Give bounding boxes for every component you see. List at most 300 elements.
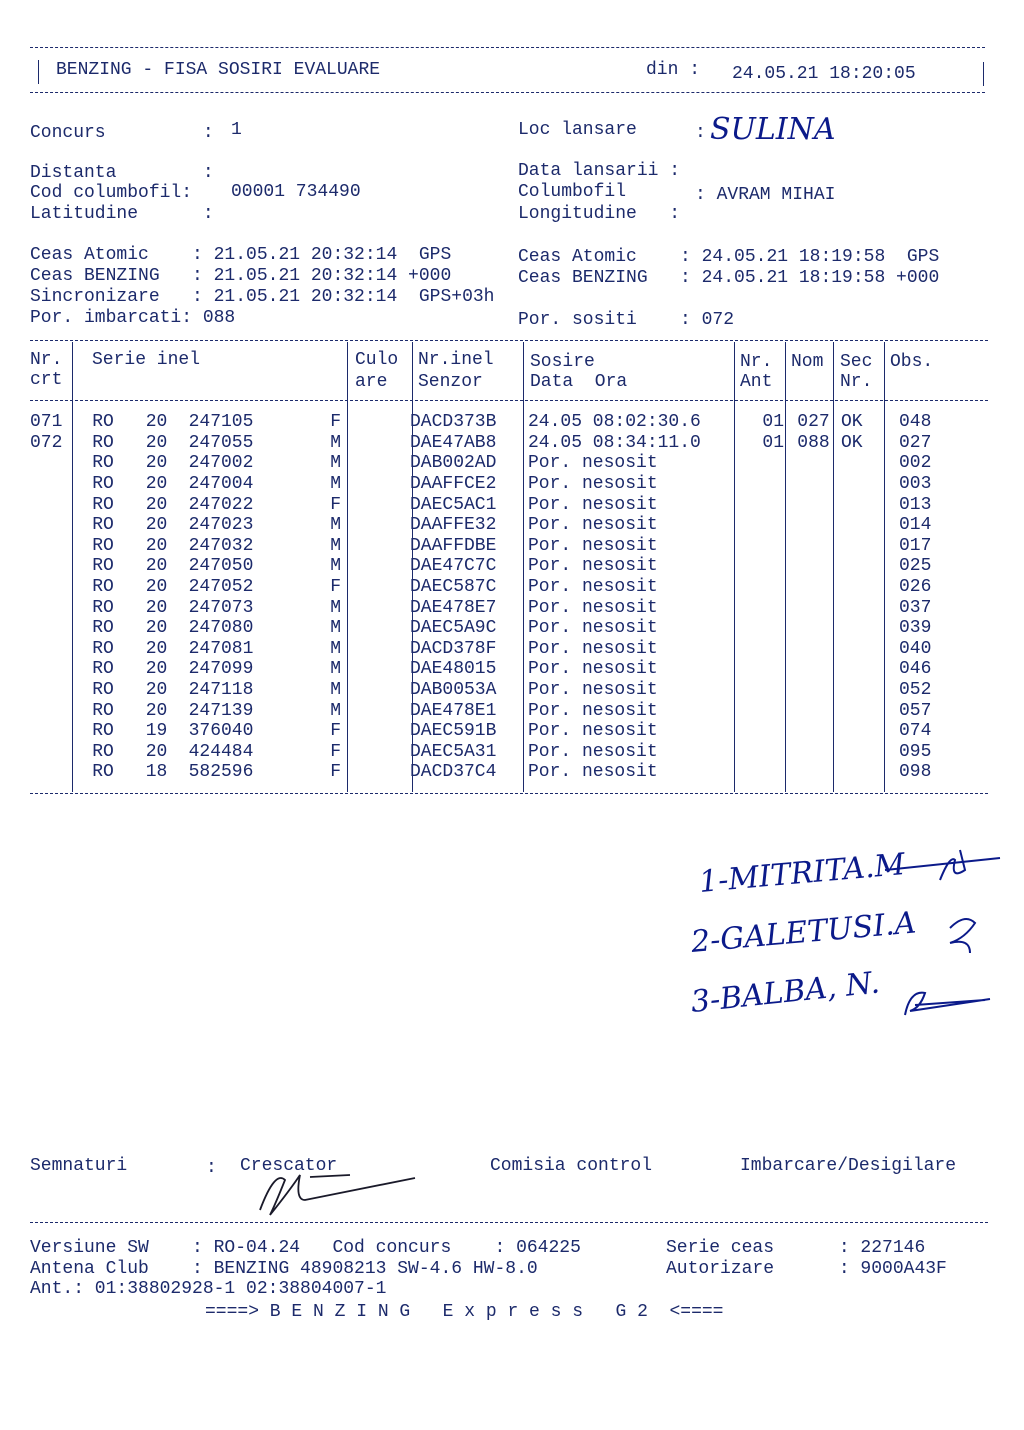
cell-senzor: DACD378F <box>410 638 497 659</box>
footer-rule <box>30 1222 988 1223</box>
cell-ro: RO <box>92 741 114 762</box>
cell-nom: 027 <box>797 412 830 433</box>
cell-sec <box>837 742 893 763</box>
cell-color <box>347 556 404 577</box>
footer-line-1-left: Versiune SW : RO-04.24 Cod concurs : 064225 <box>30 1238 581 1258</box>
cell-color <box>347 721 404 742</box>
cell-obs: 052 <box>899 680 932 701</box>
th-serie-inel: Serie inel <box>92 350 201 370</box>
cell-sosire: Por. nesosit <box>528 618 658 639</box>
crescator-signature <box>250 1165 430 1225</box>
cell-ring: 247105 <box>188 412 254 433</box>
cell-senzor: DACD37C4 <box>410 762 497 783</box>
cell-ant <box>733 721 790 742</box>
cell-ro: RO <box>92 721 114 742</box>
footer-line-3: Ant.: 01:38802928-1 02:38804007-1 <box>30 1279 387 1299</box>
cell-yy: 20 <box>145 577 168 598</box>
cell-color <box>347 659 404 680</box>
cell-yy: 20 <box>145 515 168 536</box>
cell-yy: 20 <box>145 474 168 495</box>
semnaturi-colon: : <box>206 1158 217 1178</box>
clock-right-2: Ceas BENZING : 24.05.21 18:19:58 +000 <box>518 268 940 288</box>
cell-nom <box>790 742 837 763</box>
cell-ro: RO <box>92 515 114 536</box>
cell-obs: 040 <box>899 638 932 659</box>
cell-obs: 017 <box>899 535 932 556</box>
cell-sex: F <box>330 721 341 742</box>
cell-ant <box>733 474 790 495</box>
cell-ro: RO <box>92 638 114 659</box>
cell-sosire: Por. nesosit <box>528 453 658 474</box>
cell-color <box>347 762 404 783</box>
cell-sosire: 24.05 08:34:11.0 <box>528 432 701 453</box>
th-sosire-2: Data Ora <box>530 372 628 392</box>
cell-ring: 376040 <box>188 721 254 742</box>
th-obs: Obs. <box>890 352 934 372</box>
table-row <box>30 453 979 474</box>
cell-ro: RO <box>92 680 114 701</box>
cell-ring: 247004 <box>188 474 254 495</box>
cell-color <box>347 494 404 515</box>
cell-senzor: DAEC5A9C <box>410 618 497 639</box>
cell-yy: 20 <box>145 638 168 659</box>
cell-senzor: DAE478E1 <box>410 700 497 721</box>
handwritten-line-3: 3-BALBA, N. <box>689 965 882 1020</box>
cell-nr <box>30 721 72 742</box>
th-inel-1: Nr.inel <box>418 350 494 370</box>
cell-obs: 095 <box>899 741 932 762</box>
cell-senzor: DAE47AB8 <box>410 432 497 453</box>
cell-sex: F <box>330 577 341 598</box>
cell-color <box>347 412 404 433</box>
cell-ant <box>733 700 790 721</box>
cell-sex: M <box>330 432 341 453</box>
cell-sosire: Por. nesosit <box>528 638 658 659</box>
table-row <box>30 556 979 577</box>
date-label: din : <box>646 60 701 80</box>
cell-yy: 20 <box>145 412 168 433</box>
cell-obs: 037 <box>899 597 932 618</box>
cell-nr <box>30 536 72 557</box>
cell-color <box>347 618 404 639</box>
cod-columbofil-value: 00001 734490 <box>231 182 361 202</box>
cell-ro: RO <box>92 535 114 556</box>
cell-senzor: DAEC587C <box>410 577 497 598</box>
cell-sec <box>837 721 893 742</box>
header-left-bar <box>38 60 39 84</box>
cell-ant <box>733 556 790 577</box>
cell-yy: 20 <box>145 432 168 453</box>
th-nr-1: Nr. <box>30 350 63 370</box>
cell-sec <box>837 680 893 701</box>
cell-ro: RO <box>92 762 114 783</box>
cell-sec: OK <box>841 432 863 453</box>
table-row <box>30 597 979 618</box>
cell-sec <box>837 453 893 474</box>
cell-nr <box>30 515 72 536</box>
cell-nr <box>30 762 72 783</box>
cell-nr <box>30 618 72 639</box>
th-inel-2: Senzor <box>418 372 483 392</box>
cell-sec <box>837 536 893 557</box>
cell-senzor: DAE47C7C <box>410 556 497 577</box>
semnaturi-label: Semnaturi <box>30 1156 128 1176</box>
cell-yy: 20 <box>145 680 168 701</box>
columbofil-value: : AVRAM MIHAI <box>695 185 836 205</box>
pigeons-arrived: Por. sositi : 072 <box>518 310 735 330</box>
cell-ro: RO <box>92 577 114 598</box>
cell-ant <box>733 536 790 557</box>
clock-right-1: Ceas Atomic : 24.05.21 18:19:58 GPS <box>518 247 940 267</box>
cell-yy: 20 <box>145 618 168 639</box>
document-title: BENZING - FISA SOSIRI EVALUARE <box>56 60 381 80</box>
table-top-rule <box>30 340 988 341</box>
cell-ant <box>733 742 790 763</box>
cell-color <box>347 453 404 474</box>
cell-sec <box>837 474 893 495</box>
table-row <box>30 536 979 557</box>
cell-ro: RO <box>92 494 114 515</box>
table-bottom-rule <box>30 793 988 794</box>
cell-ring: 247099 <box>188 659 254 680</box>
cell-color <box>347 433 404 454</box>
cell-ant <box>733 680 790 701</box>
cell-ro: RO <box>92 432 114 453</box>
cell-nom <box>790 762 837 783</box>
latitudine-label: Latitudine : <box>30 204 214 224</box>
cell-nom <box>790 536 837 557</box>
cell-sec <box>837 639 893 660</box>
cell-obs: 026 <box>899 577 932 598</box>
cell-obs: 046 <box>899 659 932 680</box>
cell-ring: 247050 <box>188 556 254 577</box>
cell-obs: 014 <box>899 515 932 536</box>
cell-nom <box>790 721 837 742</box>
distanta-label: Distanta : <box>30 163 214 183</box>
cell-nr <box>30 639 72 660</box>
cell-sex: F <box>330 741 341 762</box>
cell-ant <box>733 618 790 639</box>
initials-mark-2 <box>950 919 975 953</box>
cell-color <box>347 474 404 495</box>
cell-sex: M <box>330 535 341 556</box>
cell-ro: RO <box>92 597 114 618</box>
clock-left-1: Ceas Atomic : 21.05.21 20:32:14 GPS <box>30 245 452 265</box>
cell-sosire: Por. nesosit <box>528 700 658 721</box>
cell-ring: 247080 <box>188 618 254 639</box>
cell-ro: RO <box>92 556 114 577</box>
cell-sec: OK <box>841 412 863 433</box>
cell-yy: 20 <box>145 494 168 515</box>
cell-color <box>347 700 404 721</box>
cell-sosire: Por. nesosit <box>528 680 658 701</box>
cell-ring: 247032 <box>188 535 254 556</box>
cell-nr: 071 <box>30 412 63 433</box>
cell-nr <box>30 577 72 598</box>
cell-ring: 247139 <box>188 700 254 721</box>
th-sosire-1: Sosire <box>530 352 595 372</box>
cell-ant <box>733 659 790 680</box>
cell-ring: 424484 <box>188 741 254 762</box>
cell-yy: 20 <box>145 659 168 680</box>
cell-nom <box>790 494 837 515</box>
cell-yy: 20 <box>145 741 168 762</box>
cell-nom <box>790 618 837 639</box>
cell-ro: RO <box>92 412 114 433</box>
cell-ring: 247081 <box>188 638 254 659</box>
footer-line-1-right: Serie ceas : 227146 <box>666 1238 926 1258</box>
cell-obs: 074 <box>899 721 932 742</box>
concurs-label: Concurs : <box>30 123 214 143</box>
cell-obs: 098 <box>899 762 932 783</box>
cell-nom <box>790 597 837 618</box>
pigeons-embarked: Por. imbarcati: 088 <box>30 308 236 328</box>
table-row <box>30 618 979 639</box>
cell-sex: M <box>330 453 341 474</box>
cell-senzor: DAAFFE32 <box>410 515 497 536</box>
concurs-value: 1 <box>231 120 242 140</box>
cell-ring: 247073 <box>188 597 254 618</box>
th-culoare-1: Culo <box>355 350 399 370</box>
cell-ring: 247023 <box>188 515 254 536</box>
cell-obs: 003 <box>899 474 932 495</box>
crescator-label: Crescator <box>240 1156 338 1176</box>
cell-sosire: Por. nesosit <box>528 515 658 536</box>
cell-sosire: 24.05 08:02:30.6 <box>528 412 701 433</box>
cell-nr <box>30 700 72 721</box>
cell-senzor: DAB002AD <box>410 453 497 474</box>
cell-ro: RO <box>92 453 114 474</box>
cell-sec <box>837 700 893 721</box>
cell-sex: M <box>330 700 341 721</box>
cell-nr <box>30 474 72 495</box>
print-datetime: 24.05.21 18:20:05 <box>732 64 916 84</box>
cell-yy: 19 <box>145 721 168 742</box>
cell-ant <box>733 577 790 598</box>
cell-ring: 247052 <box>188 577 254 598</box>
table-row <box>30 433 979 454</box>
cell-sosire: Por. nesosit <box>528 494 658 515</box>
arrivals-table <box>30 412 979 783</box>
footer-line-2-left: Antena Club : BENZING 48908213 SW-4.6 HW-8.0 <box>30 1259 538 1279</box>
cell-senzor: DAEC5AC1 <box>410 494 497 515</box>
cell-ant <box>733 762 790 783</box>
loc-lansare-handwritten: SULINA <box>710 112 836 147</box>
cell-sex: M <box>330 618 341 639</box>
cell-nom: 088 <box>797 432 830 453</box>
table-row <box>30 412 979 433</box>
cell-yy: 18 <box>145 762 168 783</box>
clock-left-3: Sincronizare : 21.05.21 20:32:14 GPS+03h <box>30 287 495 307</box>
cell-ring: 247022 <box>188 494 254 515</box>
cell-ant <box>733 515 790 536</box>
cell-ant: 01 <box>762 432 784 453</box>
cell-senzor: DAEC5A31 <box>410 741 497 762</box>
cell-sec <box>837 597 893 618</box>
cell-sosire: Por. nesosit <box>528 659 658 680</box>
cell-nr <box>30 453 72 474</box>
cell-sec <box>837 494 893 515</box>
th-nom: Nom <box>791 352 824 372</box>
table-row <box>30 659 979 680</box>
cell-senzor: DAAFFCE2 <box>410 474 497 495</box>
cell-sosire: Por. nesosit <box>528 577 658 598</box>
cell-color <box>347 536 404 557</box>
cell-yy: 20 <box>145 535 168 556</box>
cell-senzor: DAE478E7 <box>410 597 497 618</box>
cell-senzor: DAEC591B <box>410 721 497 742</box>
cell-sosire: Por. nesosit <box>528 741 658 762</box>
cell-nom <box>790 453 837 474</box>
cell-ant <box>733 597 790 618</box>
cell-nom <box>790 659 837 680</box>
header-top-rule <box>30 47 985 48</box>
cell-ring: 247118 <box>188 680 254 701</box>
cell-sex: M <box>330 659 341 680</box>
cell-obs: 048 <box>899 412 932 433</box>
cell-ro: RO <box>92 618 114 639</box>
table-row <box>30 680 979 701</box>
comisia-control-label: Comisia control <box>490 1156 653 1176</box>
th-sec-2: Nr. <box>840 372 873 392</box>
handwritten-list <box>680 840 1010 1030</box>
cell-sosire: Por. nesosit <box>528 597 658 618</box>
table-row <box>30 577 979 598</box>
table-row <box>30 494 979 515</box>
cell-sec <box>837 762 893 783</box>
table-row <box>30 762 979 783</box>
table-row <box>30 700 979 721</box>
cell-nom <box>790 556 837 577</box>
cell-sex: F <box>330 762 341 783</box>
cell-color <box>347 597 404 618</box>
cell-sex: F <box>330 494 341 515</box>
cell-sosire: Por. nesosit <box>528 474 658 495</box>
table-row <box>30 721 979 742</box>
cell-nom <box>790 700 837 721</box>
cell-nr <box>30 742 72 763</box>
cell-ring: 247055 <box>188 432 254 453</box>
cell-nr <box>30 680 72 701</box>
cell-ant <box>733 494 790 515</box>
cell-obs: 025 <box>899 556 932 577</box>
cell-ro: RO <box>92 659 114 680</box>
cell-sosire: Por. nesosit <box>528 556 658 577</box>
cell-ant <box>733 639 790 660</box>
cell-nom <box>790 474 837 495</box>
th-culoare-2: are <box>355 372 388 392</box>
cell-nr <box>30 597 72 618</box>
cell-nom <box>790 515 837 536</box>
cell-sex: M <box>330 597 341 618</box>
table-row <box>30 515 979 536</box>
th-nr-2: crt <box>30 370 63 390</box>
cell-yy: 20 <box>145 556 168 577</box>
cell-ro: RO <box>92 474 114 495</box>
cell-obs: 057 <box>899 700 932 721</box>
cell-senzor: DAE48015 <box>410 659 497 680</box>
cell-obs: 013 <box>899 494 932 515</box>
cell-color <box>347 577 404 598</box>
table-row <box>30 742 979 763</box>
handwritten-line-1: 1-MITRITA.M <box>697 847 907 900</box>
cell-obs: 002 <box>899 453 932 474</box>
cell-sec <box>837 618 893 639</box>
cell-sosire: Por. nesosit <box>528 535 658 556</box>
cell-sex: M <box>330 556 341 577</box>
imbarcare-label: Imbarcare/Desigilare <box>740 1156 957 1176</box>
cell-ant: 01 <box>762 412 784 433</box>
cell-color <box>347 680 404 701</box>
cell-ro: RO <box>92 700 114 721</box>
cell-obs: 039 <box>899 618 932 639</box>
header-right-bar <box>983 62 984 86</box>
cod-columbofil-label: Cod columbofil: <box>30 183 193 203</box>
cell-sec <box>837 515 893 536</box>
cell-yy: 20 <box>145 700 168 721</box>
cell-nr <box>30 659 72 680</box>
th-ant-1: Nr. <box>740 352 773 372</box>
cell-yy: 20 <box>145 453 168 474</box>
cell-sex: M <box>330 474 341 495</box>
cell-senzor: DAAFFDBE <box>410 535 497 556</box>
loc-lansare-label: Loc lansare <box>518 120 637 140</box>
cell-obs: 027 <box>899 432 932 453</box>
table-row <box>30 639 979 660</box>
handwritten-line-2: 2-GALETUSI.A <box>689 905 918 960</box>
cell-yy: 20 <box>145 597 168 618</box>
header-bottom-rule <box>30 92 985 93</box>
cell-sex: M <box>330 515 341 536</box>
th-sec-1: Sec <box>840 352 873 372</box>
columbofil-label: Columbofil <box>518 182 627 202</box>
footer-line-2-right: Autorizare : 9000A43F <box>666 1259 947 1279</box>
data-lansarii-label: Data lansarii : <box>518 161 681 181</box>
benzing-express-banner: ====> B E N Z I N G E x p r e s s G 2 <==== <box>205 1302 724 1322</box>
cell-ant <box>733 453 790 474</box>
cell-color <box>347 515 404 536</box>
initials-mark-3 <box>905 993 990 1015</box>
cell-sec <box>837 556 893 577</box>
cell-nr <box>30 494 72 515</box>
cell-color <box>347 639 404 660</box>
longitudine-label: Longitudine : <box>518 204 681 224</box>
cell-senzor: DAB0053A <box>410 680 497 701</box>
loc-lansare-colon: : <box>695 123 706 143</box>
cell-sex: F <box>330 412 341 433</box>
cell-nom <box>790 577 837 598</box>
initials-mark-1 <box>940 850 965 880</box>
cell-nr: 072 <box>30 432 63 453</box>
cell-sec <box>837 577 893 598</box>
cell-sec <box>837 659 893 680</box>
cell-sex: M <box>330 680 341 701</box>
table-row <box>30 474 979 495</box>
table-header-rule <box>30 400 988 401</box>
cell-ring: 247002 <box>188 453 254 474</box>
clock-left-2: Ceas BENZING : 21.05.21 20:32:14 +000 <box>30 266 452 286</box>
cell-nom <box>790 639 837 660</box>
cell-senzor: DACD373B <box>410 412 497 433</box>
cell-sosire: Por. nesosit <box>528 762 658 783</box>
cell-sosire: Por. nesosit <box>528 721 658 742</box>
cell-sex: M <box>330 638 341 659</box>
cell-nom <box>790 680 837 701</box>
cell-ring: 582596 <box>188 762 254 783</box>
cell-nr <box>30 556 72 577</box>
th-ant-2: Ant <box>740 372 773 392</box>
cell-color <box>347 742 404 763</box>
